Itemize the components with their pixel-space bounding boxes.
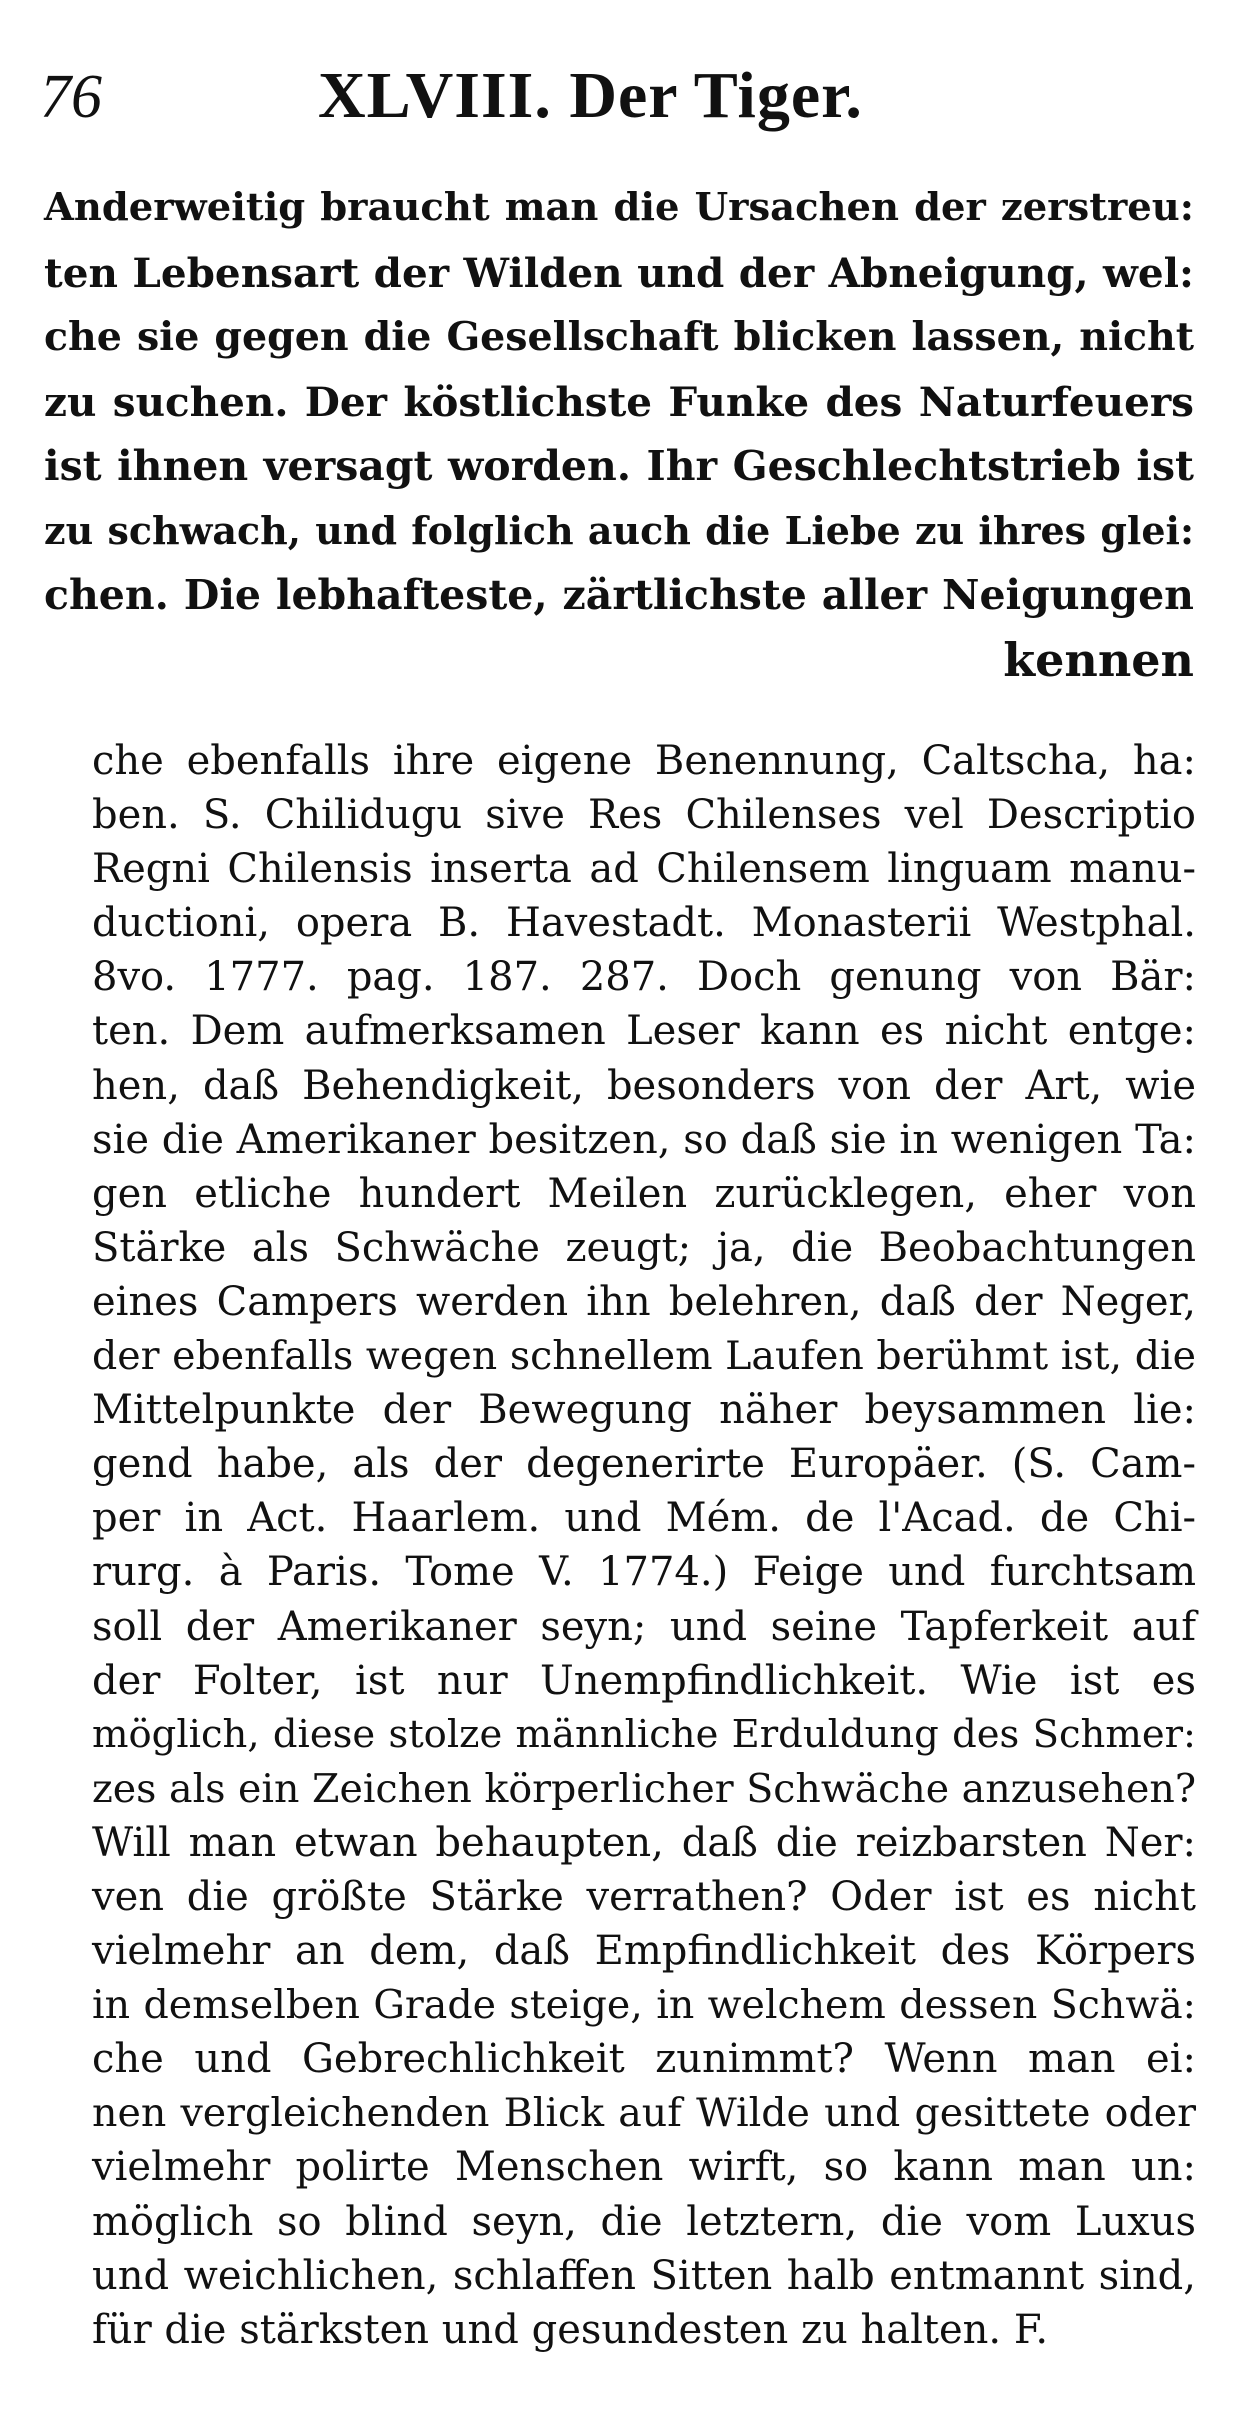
- footnote-line: möglich, diese stolze männliche Erduldung des Schmer:: [92, 1711, 1196, 1757]
- footnote-line: Stärke als Schwäche zeugt; ja, die Beobachtungen: [92, 1224, 1196, 1271]
- footnote-line: in demselben Grade steige, in welchem dessen Schwä:: [92, 1982, 1196, 2029]
- footnote-line: nen vergleichenden Blick auf Wilde und gesittete oder: [92, 2090, 1196, 2137]
- page-number: 76: [40, 63, 102, 131]
- main-text-line: Anderweitig braucht man die Ursachen der zerstreu:: [44, 185, 1194, 230]
- footnote-line: ten. Dem aufmerksamen Leser kann es nicht entge:: [92, 1008, 1196, 1055]
- footnote-line: rurg. à Paris. Tome V. 1774.) Feige und furchtsam: [92, 1549, 1196, 1596]
- main-text-line: che sie gegen die Gesellschaft blicken lassen, nicht: [44, 314, 1194, 360]
- main-text-line: ist ihnen versagt worden. Ihr Geschlechtstrieb ist: [44, 442, 1194, 490]
- footnote-line: per in Act. Haarlem. und Mém. de l'Acad. de Chi-: [92, 1495, 1196, 1542]
- footnote-line: ductioni, opera B. Havestadt. Monasterii Westphal.: [92, 900, 1196, 947]
- page-header: [40, 40, 1200, 140]
- main-text-line: chen. Die lebhafteste, zärtlichste aller Neigungen: [44, 571, 1194, 619]
- footnote-line: Regni Chilensis inserta ad Chilensem linguam manu-: [92, 846, 1196, 893]
- footnote-line: vielmehr an dem, daß Empfindlichkeit des Körpers: [92, 1928, 1196, 1975]
- footnote-line: zes als ein Zeichen körperlicher Schwäche anzusehen?: [92, 1765, 1196, 1812]
- footnote-line: ben. S. Chilidugu sive Res Chilenses vel Descriptio: [92, 792, 1196, 839]
- footnote-line: vielmehr polirte Menschen wirft, so kann man un:: [92, 2144, 1196, 2191]
- footnote-line: che und Gebrechlichkeit zunimmt? Wenn man ei:: [92, 2036, 1196, 2083]
- running-title: XLVIII. Der Tiger.: [318, 59, 863, 132]
- footnote-line: Will man etwan behaupten, daß die reizbarsten Ner:: [92, 1819, 1196, 1866]
- main-text-block: [44, 176, 1194, 692]
- footnote-line: gend habe, als der degenerirte Europäer. (S. Cam-: [92, 1441, 1196, 1488]
- main-text-line: ten Lebensart der Wilden und der Abneigung, wel:: [44, 248, 1194, 297]
- footnote-line: 8vo. 1777. pag. 187. 287. Doch genung von Bär:: [92, 954, 1196, 1001]
- main-text-line: zu suchen. Der köstlichste Funke des Naturfeuers: [44, 377, 1194, 426]
- footnote-line: für die stärksten und gesundesten zu halten. F.: [92, 2306, 1049, 2353]
- footnote-line: und weichlichen, schlaffen Sitten halb entmannt sind,: [92, 2252, 1196, 2299]
- footnote-line: soll der Amerikaner seyn; und seine Tapferkeit auf: [92, 1603, 1196, 1650]
- footnote-line: ven die größte Stärke verrathen? Oder ist es nicht: [92, 1873, 1196, 1920]
- footnote-line: der Folter, ist nur Unempfindlichkeit. Wie ist es: [92, 1657, 1196, 1704]
- footnote-line: eines Campers werden ihn belehren, daß der Neger,: [92, 1278, 1196, 1325]
- footnote-block: [92, 734, 1196, 2357]
- catchword: kennen: [1003, 632, 1194, 687]
- footnote-line: Mittelpunkte der Bewegung näher beysammen lie:: [92, 1387, 1196, 1434]
- footnote-line: möglich so blind seyn, die letztern, die vom Luxus: [92, 2198, 1196, 2245]
- footnote-line: gen etliche hundert Meilen zurücklegen, eher von: [92, 1170, 1196, 1217]
- footnote-line: sie die Amerikaner besitzen, so daß sie in wenigen Ta:: [92, 1116, 1196, 1163]
- footnote-line: che ebenfalls ihre eigene Benennung, Caltscha, ha:: [92, 738, 1196, 784]
- footnote-line: hen, daß Behendigkeit, besonders von der Art, wie: [92, 1062, 1196, 1109]
- main-text-line: zu schwach, und folglich auch die Liebe zu ihres glei:: [44, 507, 1194, 553]
- footnote-line: der ebenfalls wegen schnellem Laufen berühmt ist, die: [92, 1333, 1196, 1380]
